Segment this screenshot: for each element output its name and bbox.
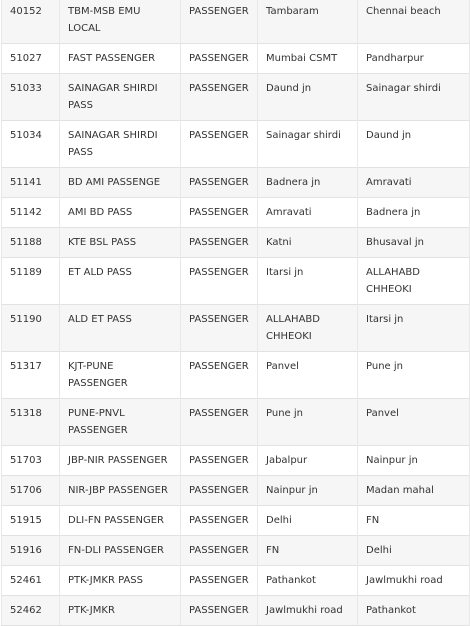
table-row bbox=[2, 536, 470, 566]
from-station-cell: Mumbai CSMT bbox=[258, 44, 358, 74]
to-station-cell: Chennai beach bbox=[358, 0, 470, 44]
table-row bbox=[2, 258, 470, 305]
to-station-cell: Panvel bbox=[358, 399, 470, 446]
train-name-cell: JBP-NIR PASSENGER bbox=[60, 446, 181, 476]
to-station-cell: Pandharpur bbox=[358, 44, 470, 74]
to-station-cell: ALLAHABD CHHEOKI bbox=[358, 258, 470, 305]
train-name-cell: ET ALD PASS bbox=[60, 258, 181, 305]
from-station-cell: Jabalpur bbox=[258, 446, 358, 476]
train-type-cell: PASSENGER bbox=[181, 228, 258, 258]
train-number-cell: 51190 bbox=[2, 305, 60, 352]
from-station-cell: Tambaram bbox=[258, 0, 358, 44]
train-number-cell: 51915 bbox=[2, 506, 60, 536]
train-type-cell: PASSENGER bbox=[181, 352, 258, 399]
train-type-cell: PASSENGER bbox=[181, 258, 258, 305]
train-number-cell: 52461 bbox=[2, 566, 60, 596]
table-row bbox=[2, 506, 470, 536]
train-number-cell: 51703 bbox=[2, 446, 60, 476]
to-station-cell: Nainpur jn bbox=[358, 446, 470, 476]
train-name-cell: FN-DLI PASSENGER bbox=[60, 536, 181, 566]
table-row bbox=[2, 352, 470, 399]
from-station-cell: Pune jn bbox=[258, 399, 358, 446]
train-number-cell: 40152 bbox=[2, 0, 60, 44]
from-station-cell: ALLAHABD CHHEOKI bbox=[258, 305, 358, 352]
table-row bbox=[2, 0, 470, 44]
train-type-cell: PASSENGER bbox=[181, 74, 258, 121]
train-table-body bbox=[2, 0, 470, 626]
from-station-cell: Daund jn bbox=[258, 74, 358, 121]
from-station-cell: Katni bbox=[258, 228, 358, 258]
table-row bbox=[2, 476, 470, 506]
from-station-cell: Panvel bbox=[258, 352, 358, 399]
train-type-cell: PASSENGER bbox=[181, 44, 258, 74]
from-station-cell: FN bbox=[258, 536, 358, 566]
train-number-cell: 51034 bbox=[2, 121, 60, 168]
to-station-cell: Bhusaval jn bbox=[358, 228, 470, 258]
to-station-cell: Badnera jn bbox=[358, 198, 470, 228]
train-name-cell: SAINAGAR SHIRDI PASS bbox=[60, 121, 181, 168]
train-name-cell: PTK-JMKR PASS bbox=[60, 566, 181, 596]
table-row bbox=[2, 121, 470, 168]
table-row bbox=[2, 228, 470, 258]
table-row bbox=[2, 168, 470, 198]
train-type-cell: PASSENGER bbox=[181, 476, 258, 506]
train-number-cell: 51916 bbox=[2, 536, 60, 566]
train-number-cell: 51027 bbox=[2, 44, 60, 74]
from-station-cell: Itarsi jn bbox=[258, 258, 358, 305]
from-station-cell: Sainagar shirdi bbox=[258, 121, 358, 168]
train-number-cell: 51189 bbox=[2, 258, 60, 305]
table-row bbox=[2, 74, 470, 121]
table-row bbox=[2, 566, 470, 596]
table-row bbox=[2, 446, 470, 476]
train-name-cell: ALD ET PASS bbox=[60, 305, 181, 352]
train-name-cell: TBM-MSB EMU LOCAL bbox=[60, 0, 181, 44]
to-station-cell: Amravati bbox=[358, 168, 470, 198]
from-station-cell: Jawlmukhi road bbox=[258, 596, 358, 626]
train-number-cell: 51142 bbox=[2, 198, 60, 228]
to-station-cell: Daund jn bbox=[358, 121, 470, 168]
train-type-cell: PASSENGER bbox=[181, 198, 258, 228]
train-number-cell: 52462 bbox=[2, 596, 60, 626]
to-station-cell: Madan mahal bbox=[358, 476, 470, 506]
train-table bbox=[1, 0, 470, 626]
to-station-cell: Itarsi jn bbox=[358, 305, 470, 352]
table-row bbox=[2, 399, 470, 446]
train-type-cell: PASSENGER bbox=[181, 399, 258, 446]
from-station-cell: Delhi bbox=[258, 506, 358, 536]
from-station-cell: Pathankot bbox=[258, 566, 358, 596]
from-station-cell: Amravati bbox=[258, 198, 358, 228]
to-station-cell: Pune jn bbox=[358, 352, 470, 399]
train-type-cell: PASSENGER bbox=[181, 506, 258, 536]
train-type-cell: PASSENGER bbox=[181, 446, 258, 476]
train-type-cell: PASSENGER bbox=[181, 305, 258, 352]
train-number-cell: 51033 bbox=[2, 74, 60, 121]
to-station-cell: Sainagar shirdi bbox=[358, 74, 470, 121]
from-station-cell: Nainpur jn bbox=[258, 476, 358, 506]
train-number-cell: 51141 bbox=[2, 168, 60, 198]
train-number-cell: 51317 bbox=[2, 352, 60, 399]
train-name-cell: BD AMI PASSENGE bbox=[60, 168, 181, 198]
train-name-cell: PUNE-PNVL PASSENGER bbox=[60, 399, 181, 446]
train-name-cell: SAINAGAR SHIRDI PASS bbox=[60, 74, 181, 121]
train-name-cell: FAST PASSENGER bbox=[60, 44, 181, 74]
train-type-cell: PASSENGER bbox=[181, 536, 258, 566]
table-row bbox=[2, 44, 470, 74]
train-type-cell: PASSENGER bbox=[181, 596, 258, 626]
train-name-cell: DLI-FN PASSENGER bbox=[60, 506, 181, 536]
to-station-cell: Delhi bbox=[358, 536, 470, 566]
train-name-cell: KTE BSL PASS bbox=[60, 228, 181, 258]
from-station-cell: Badnera jn bbox=[258, 168, 358, 198]
to-station-cell: Jawlmukhi road bbox=[358, 566, 470, 596]
train-type-cell: PASSENGER bbox=[181, 0, 258, 44]
table-row bbox=[2, 198, 470, 228]
train-type-cell: PASSENGER bbox=[181, 121, 258, 168]
train-name-cell: NIR-JBP PASSENGER bbox=[60, 476, 181, 506]
train-name-cell: AMI BD PASS bbox=[60, 198, 181, 228]
to-station-cell: FN bbox=[358, 506, 470, 536]
to-station-cell: Pathankot bbox=[358, 596, 470, 626]
table-row bbox=[2, 596, 470, 626]
train-type-cell: PASSENGER bbox=[181, 566, 258, 596]
train-type-cell: PASSENGER bbox=[181, 168, 258, 198]
train-number-cell: 51318 bbox=[2, 399, 60, 446]
train-name-cell: KJT-PUNE PASSENGER bbox=[60, 352, 181, 399]
table-row bbox=[2, 305, 470, 352]
train-number-cell: 51188 bbox=[2, 228, 60, 258]
train-number-cell: 51706 bbox=[2, 476, 60, 506]
train-name-cell: PTK-JMKR bbox=[60, 596, 181, 626]
